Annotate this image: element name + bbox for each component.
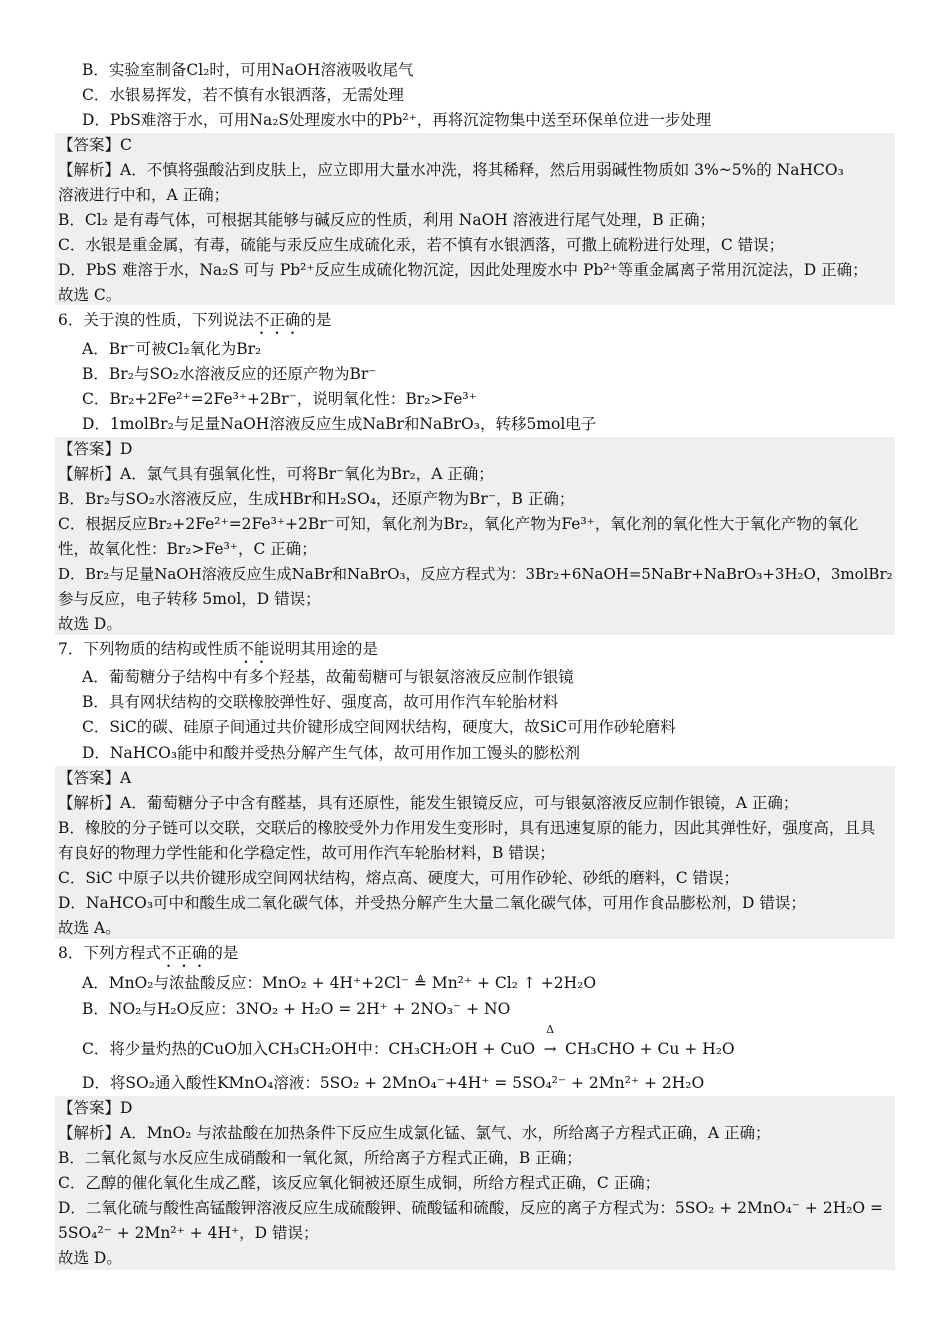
- q5-explanation-line: 故选 C。: [58, 286, 122, 304]
- q8-option-a: A．MnO₂与浓盐酸反应：MnO₂ + 4H⁺+2Cl⁻ ≜ Mn²⁺ + Cl₂ ↑ +2H₂O: [82, 974, 597, 992]
- q5-answer: 【答案】C: [58, 136, 132, 154]
- q6-explanation-line: C．根据反应Br₂+2Fe²⁺=2Fe³⁺+2Br⁻可知，氧化剂为Br₂，氧化产物为Fe³⁺，氧化剂的氧化性大于氧化产物的氧化: [58, 515, 859, 533]
- q8-stem-emphasis: 不正确: [160, 944, 208, 962]
- q6-option-c: C．Br₂+2Fe²⁺=2Fe³⁺+2Br⁻，说明氧化性：Br₂>Fe³⁺: [82, 390, 477, 408]
- q7-explanation-line: D．NaHCO₃可中和酸生成二氧化碳气体，并受热分解产生大量二氧化碳气体，可用作食品膨松剂，D 错误；: [58, 894, 806, 912]
- q8-option-c: [82, 1023, 735, 1060]
- q7-explanation-line: 【解析】A．葡萄糖分子中含有醛基，具有还原性，能发生银镜反应，可与银氨溶液反应制作银镜，A 正确；: [58, 794, 799, 812]
- q5-explanation-line: 溶液进行中和，A 正确；: [58, 186, 230, 204]
- q7-explanation-line: B．橡胶的分子链可以交联，交联后的橡胶受外力作用发生变形时，具有迅速复原的能力，因此其弹性好，强度高，且具: [58, 819, 876, 837]
- q5-explanation-line: B．Cl₂ 是有毒气体，可根据其能够与碱反应的性质，利用 NaOH 溶液进行尾气处理，B 正确；: [58, 211, 716, 229]
- q6-option-d: D．1molBr₂与足量NaOH溶液反应生成NaBr和NaBrO₃，转移5mol电子: [82, 415, 597, 433]
- q8-option-b: B．NO₂与H₂O反应：3NO₂ + H₂O = 2H⁺ + 2NO₃⁻ + NO: [82, 1000, 511, 1018]
- q5-option-c: C．水银易挥发，若不慎有水银洒落，无需处理: [82, 86, 404, 104]
- q7-option-d: D．NaHCO₃能中和酸并受热分解产生气体，故可用作加工馒头的膨松剂: [82, 744, 581, 762]
- q6-explanation-line: B．Br₂与SO₂水溶液反应，生成HBr和H₂SO₄，还原产物为Br⁻，B 正确；: [58, 490, 575, 508]
- q8-explanation-line: 故选 D。: [58, 1249, 122, 1267]
- q5-explanation-line: 【解析】A．不慎将强酸沾到皮肤上，应立即用大量水冲洗，将其稀释，然后用弱碱性物质如 3%~5%的 NaHCO₃: [58, 161, 844, 179]
- q8-option-c-text: C．将少量灼热的CuO加入CH₃CH₂OH中：CH₃CH₂OH + CuO: [82, 1040, 536, 1058]
- q6-answer: 【答案】D: [58, 440, 133, 458]
- q8-explanation-line: B．二氧化氮与水反应生成硝酸和一氧化氮，所给离子方程式正确，B 正确；: [58, 1149, 582, 1167]
- q5-option-b: B．实验室制备Cl₂时，可用NaOH溶液吸收尾气: [82, 61, 414, 79]
- heat-arrow-label: Δ: [546, 1023, 555, 1036]
- q7-stem-emphasis: 不能: [238, 640, 270, 658]
- q7-option-c: C．SiC的碳、硅原子间通过共价键形成空间网状结构，硬度大，故SiC可用作砂轮磨料: [82, 718, 676, 736]
- q8-explanation-line: 【解析】A．MnO₂ 与浓盐酸在加热条件下反应生成氯化锰、氯气、水，所给离子方程式正确，A 正确；: [58, 1124, 771, 1142]
- q8-explanation-line: 5SO₄²⁻ + 2Mn²⁺ + 4H⁺，D 错误；: [58, 1224, 319, 1242]
- heat-arrow: Δ →: [540, 1038, 560, 1060]
- q6-explanation-line: 参与反应，电子转移 5mol，D 错误；: [58, 590, 321, 608]
- q8-stem-text: 8．下列方程式: [58, 944, 161, 962]
- q7-option-b: B．具有网状结构的交联橡胶弹性好、强度高，故可用作汽车轮胎材料: [82, 693, 559, 711]
- q6-stem-emphasis: 不正确: [253, 311, 301, 329]
- q6-explanation-line: 故选 D。: [58, 615, 122, 633]
- q6-stem: [58, 309, 331, 338]
- q8-option-c-text: CH₃CHO + Cu + H₂O: [565, 1040, 735, 1058]
- q5-option-d: D．PbS难溶于水，可用Na₂S处理废水中的Pb²⁺，再将沉淀物集中送至环保单位进一步处理: [82, 111, 712, 129]
- q6-explanation-line: 性，故氧化性：Br₂>Fe³⁺，C 正确；: [58, 540, 317, 558]
- q6-option-a: A．Br⁻可被Cl₂氧化为Br₂: [82, 340, 262, 358]
- q6-explanation-line: D．Br₂与足量NaOH溶液反应生成NaBr和NaBrO₃，反应方程式为：3Br₂+6NaOH=5NaBr+NaBrO₃+3H₂O，3molBr₂: [58, 565, 893, 583]
- q7-stem-text: 7．下列物质的结构或性质: [58, 640, 239, 658]
- q7-explanation-line: C．SiC 中原子以共价键形成空间网状结构，熔点高、硬度大，可用作砂轮、砂纸的磨料，C 错误；: [58, 869, 740, 887]
- q5-explanation-line: D．PbS 难溶于水，Na₂S 可与 Pb²⁺反应生成硫化物沉淀，因此处理废水中 Pb²⁺等重金属离子常用沉淀法，D 正确；: [58, 261, 868, 279]
- q7-stem-text: 说明其用途的是: [269, 640, 378, 658]
- q6-option-b: B．Br₂与SO₂水溶液反应的还原产物为Br⁻: [82, 365, 377, 383]
- q7-explanation-line: 故选 A。: [58, 919, 121, 937]
- q7-explanation-line: 有良好的物理力学性能和化学稳定性，故可用作汽车轮胎材料，B 错误；: [58, 844, 555, 862]
- q6-stem-text: 6．关于溴的性质，下列说法: [58, 311, 254, 329]
- q8-stem-text: 的是: [207, 944, 239, 962]
- q6-stem-text: 的是: [300, 311, 332, 329]
- q7-stem: [58, 638, 378, 667]
- q7-answer: 【答案】A: [58, 769, 132, 787]
- q8-stem: [58, 942, 238, 971]
- q6-explanation-line: 【解析】A．氯气具有强氧化性，可将Br⁻氧化为Br₂，A 正确；: [58, 465, 494, 483]
- q8-answer: 【答案】D: [58, 1099, 133, 1117]
- q7-option-a: A．葡萄糖分子结构中有多个羟基，故葡萄糖可与银氨溶液反应制作银镜: [82, 668, 574, 686]
- q8-explanation-line: D．二氧化硫与酸性高锰酸钾溶液反应生成硫酸钾、硫酸锰和硫酸，反应的离子方程式为：5SO₂ + 2MnO₄⁻ + 2H₂O =: [58, 1199, 884, 1217]
- q8-explanation-line: C．乙醇的催化氧化生成乙醛，该反应氧化铜被还原生成铜，所给方程式正确，C 正确；: [58, 1174, 661, 1192]
- q8-option-d: D．将SO₂通入酸性KMnO₄溶液：5SO₂ + 2MnO₄⁻+4H⁺ = 5SO₄²⁻ + 2Mn²⁺ + 2H₂O: [82, 1074, 705, 1092]
- q5-explanation-line: C．水银是重金属，有毒，硫能与汞反应生成硫化汞，若不慎有水银洒落，可撒上硫粉进行处理，C 错误；: [58, 236, 785, 254]
